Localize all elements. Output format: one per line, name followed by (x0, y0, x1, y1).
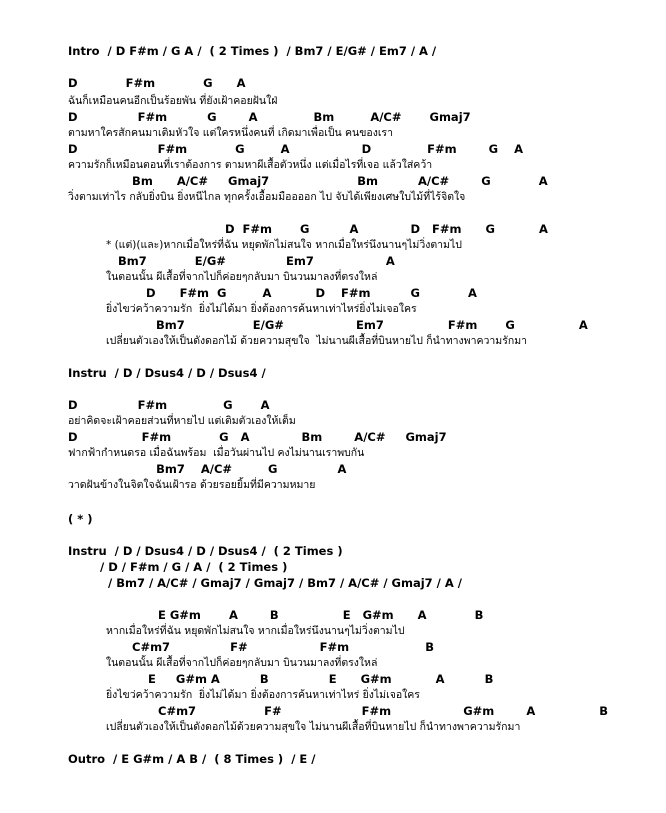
chorus2-lyric-line-3: ยิ่งไขว่คว้าความรัก ยิ่งไม่ได้มา ยิ่งต้องการค้นหาเท่าไหร่ ยิ่งไม่เจอใคร (106, 689, 420, 701)
verse1-lyric-line-2: ตามหาใครสักคนมาเติมหัวใจ แต่ใครหนึ่งคนที่ เกิดมาเพื่อเป็น คนของเรา (68, 127, 393, 139)
outro-line: Outro / E G#m / A B / ( 8 Times ) / E / (68, 752, 316, 766)
chorus-chord-line-3: D F#m G A D F#m G A (146, 286, 477, 300)
verse1-lyric-line-4: วิ่งตามเท่าไร กลับยิ่งบิน ยิ่งหนีไกล ทุกครั้งเอื้อมมืออออก ไป จับได้เพียงเศษใบไม้ที่ไร้จิตใจ (68, 191, 466, 203)
chorus-lyric-line-3: ยิ่งไขว่คว้าความรัก ยิ่งไม่ได้มา ยิ่งต้องการค้นหาเท่าไหร่ยิ่งไม่เจอใคร (106, 303, 417, 315)
chorus-chord-line-2: Bm7 E/G# Em7 A (118, 254, 395, 268)
instru2-line-3: / Bm7 / A/C# / Gmaj7 / Gmaj7 / Bm7 / A/C# / Gmaj7 / A / (108, 576, 462, 590)
repeat-marker: ( * ) (68, 512, 93, 526)
verse2-chord-line-1: D F#m G A (68, 398, 270, 412)
verse2-chord-line-2: D F#m G A Bm A/C# Gmaj7 (68, 430, 447, 444)
chorus-chord-line-1: D F#m G A D F#m G A (225, 222, 548, 236)
verse2-lyric-line-1: อย่าคิดจะเฝ้าคอยส่วนที่หายไป แต่เติมตัวเองให้เต็ม (68, 415, 296, 427)
verse1-chord-line-1: D F#m G A (68, 76, 246, 90)
chorus2-lyric-line-1: หากเมื่อใหร่ที่ฉัน หยุดพักไม่สนใจ หากเมื่อใหร่นึงนานๆไม่วิ่งตามไป (106, 625, 405, 637)
verse2-lyric-line-3: วาดฝันข้างในจิตใจฉันเฝ้ารอ ด้วยรอยยิ้มที่มีความหมาย (68, 479, 316, 491)
verse1-lyric-line-1: ฉันก็เหมือนคนอีกเป็นร้อยพัน ที่ยังเฝ้าคอยฝันใฝ่ (68, 95, 278, 107)
instru2-line-1: Instru / D / Dsus4 / D / Dsus4 / ( 2 Times ) (68, 544, 343, 558)
instru2-line-2: / D / F#m / G / A / ( 2 Times ) (100, 560, 288, 574)
chorus-lyric-line-1: * (แต่)(และ)หากเมื่อใหร่ที่ฉัน หยุดพักไม่สนใจ หากเมื่อใหร่นึงนานๆไม่วิ่งตามไป (106, 239, 462, 251)
verse1-chord-line-4: Bm A/C# Gmaj7 Bm A/C# G A (68, 174, 548, 188)
chorus2-chord-line-4: C#m7 F# F#m G#m A B (158, 704, 609, 718)
verse1-chord-line-2: D F#m G A Bm A/C# Gmaj7 (68, 110, 471, 124)
instru-line-1: Instru / D / Dsus4 / D / Dsus4 / (68, 366, 266, 380)
chorus2-lyric-line-2: ในตอนนั้น ผีเสื้อที่จากไปก็ค่อยๆกลับมา บินวนมาลงที่ตรงใหล่ (106, 657, 378, 669)
verse1-chord-line-3: D F#m G A D F#m G A (68, 142, 524, 156)
chorus-lyric-line-2: ในตอนนั้น ผีเสื้อที่จากไปก็ค่อยๆกลับมา บินวนมาลงที่ตรงใหล่ (106, 271, 378, 283)
intro-line: Intro / D F#m / G A / ( 2 Times ) / Bm7 / E/G# / Em7 / A / (68, 44, 437, 58)
chorus2-lyric-line-4: เปลี่ยนตัวเองให้เป็นดังดอกไม้ด้วยความสุขใจ ไม่นานผีเสื้อที่บินหายไป ก็นำทางพาความรักมา (106, 721, 521, 733)
chorus2-chord-line-3: E G#m A B E G#m A B (148, 672, 494, 686)
verse1-lyric-line-3: ความรักก็เหมือนตอนที่เราต้องการ ตามหาผีเสื้อตัวหนึ่ง แต่เมื่อไรที่เจอ แล้วใส่คว้า (68, 159, 433, 171)
chorus2-chord-line-2: C#m7 F# F#m B (132, 640, 434, 654)
chorus2-chord-line-1: E G#m A B E G#m A B (158, 608, 484, 622)
verse2-lyric-line-2: ฟากฟ้ากำหนดรอ เมื่อฉันพร้อม เมื่อวันผ่านไป คงไม่นานเราพบกัน (68, 447, 365, 459)
verse2-chord-line-3: Bm7 A/C# G A (68, 462, 347, 476)
chorus-chord-line-4: Bm7 E/G# Em7 F#m G A (156, 318, 588, 332)
chorus-lyric-line-4: เปลี่ยนตัวเองให้เป็นดังดอกไม้ ด้วยความสุขใจ ไม่นานผีเสื้อที่บินหายไป ก็นำทางพาความรักมา (106, 335, 528, 347)
